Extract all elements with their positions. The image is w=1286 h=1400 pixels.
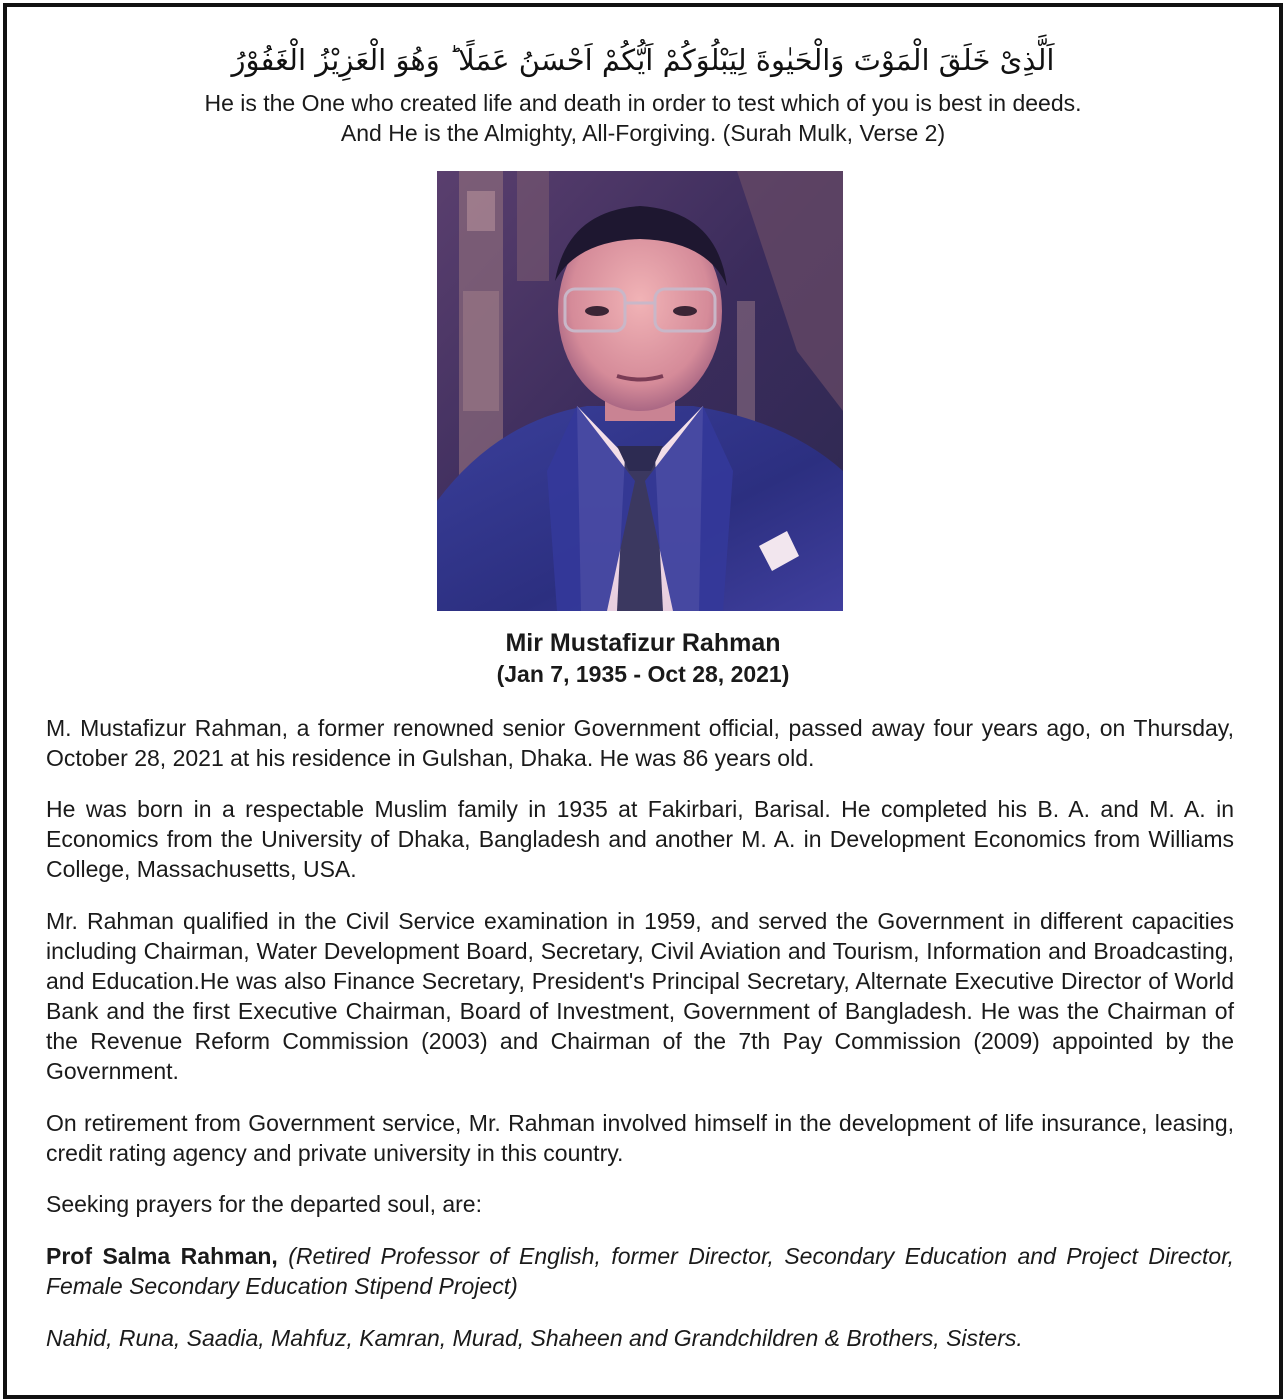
portrait-illustration [437,171,843,611]
translation-line-2: And He is the Almighty, All-Forgiving. (Surah Mulk, Verse 2) [340,120,946,146]
paragraph-retirement [46,1108,1234,1168]
paragraph-prayers-intro [46,1189,1234,1219]
paragraph-passing [46,713,1234,773]
paragraph-retirement-text: On retirement from Government service, Mr. Rahman involved himself in the development of life insurance, leasing, credit rating agency and private university in this country. [46,1110,1234,1166]
life-dates: (Jan 7, 1935 - Oct 28, 2021) [496,661,790,687]
paragraph-education-text: He was born in a respectable Muslim family in 1935 at Fakirbari, Barisal. He completed his B. A. and M. A. in Economics from the University of Dhaka, Bangladesh and another M. A. in Development Economics from Williams College, Massachusetts, USA. [46,796,1234,882]
deceased-name: Mir Mustafizur Rahman [505,629,781,657]
translation-line-1: He is the One who created life and death in order to test which of you is best in deeds. [204,90,1082,116]
paragraph-family-text: Nahid, Runa, Saadia, Mahfuz, Kamran, Murad, Shaheen and Grandchildren & Brothers, Sisters. [46,1325,1023,1351]
paragraph-passing-text: M. Mustafizur Rahman, a former renowned senior Government official, passed away four years ago, on Thursday, October 28, 2021 at his residence in Gulshan, Dhaka. He was 86 years old. [46,715,1234,771]
spouse-name: Prof Salma Rahman, [46,1243,278,1269]
paragraph-education [46,794,1234,884]
paragraph-family [46,1323,1234,1353]
paragraph-spouse [46,1241,1234,1301]
spouse-detail: (Retired Professor of English, former Director, Secondary Education and Project Director, Female Secondary Education Stipend Project) [46,1243,1234,1299]
paragraph-career-text: Mr. Rahman qualified in the Civil Service examination in 1959, and served the Government in different capacities including Chairman, Water Development Board, Secretary, Civil Aviation and Tourism, Information and Broadcasting, and Education.He was also Finance Secretary, President's Principal Secretary, Alternate Executive Director of World Bank and the first Executive Chairman, Board of Investment, Government of Bangladesh. He was the Chairman of the Revenue Reform Commission (2003) and Chairman of the 7th Pay Commission (2009) appointed by the Government. [46,908,1234,1084]
verse-translation [0,88,1286,148]
paragraph-prayers-intro-text: Seeking prayers for the departed soul, are: [46,1191,482,1217]
paragraph-spouse-text [46,1241,1234,1301]
arabic-verse: اَلَّذِىْ خَلَقَ الْمَوْتَ وَالْحَيٰوةَ لِيَبْلُوَكُمْ اَيُّكُمْ اَحْسَنُ عَمَلًا ؕ وَهُوَ الْعَزِيْزُ الْغَفُوْرُ [231,43,1055,77]
paragraph-career [46,906,1234,1086]
portrait-photo [437,171,843,611]
